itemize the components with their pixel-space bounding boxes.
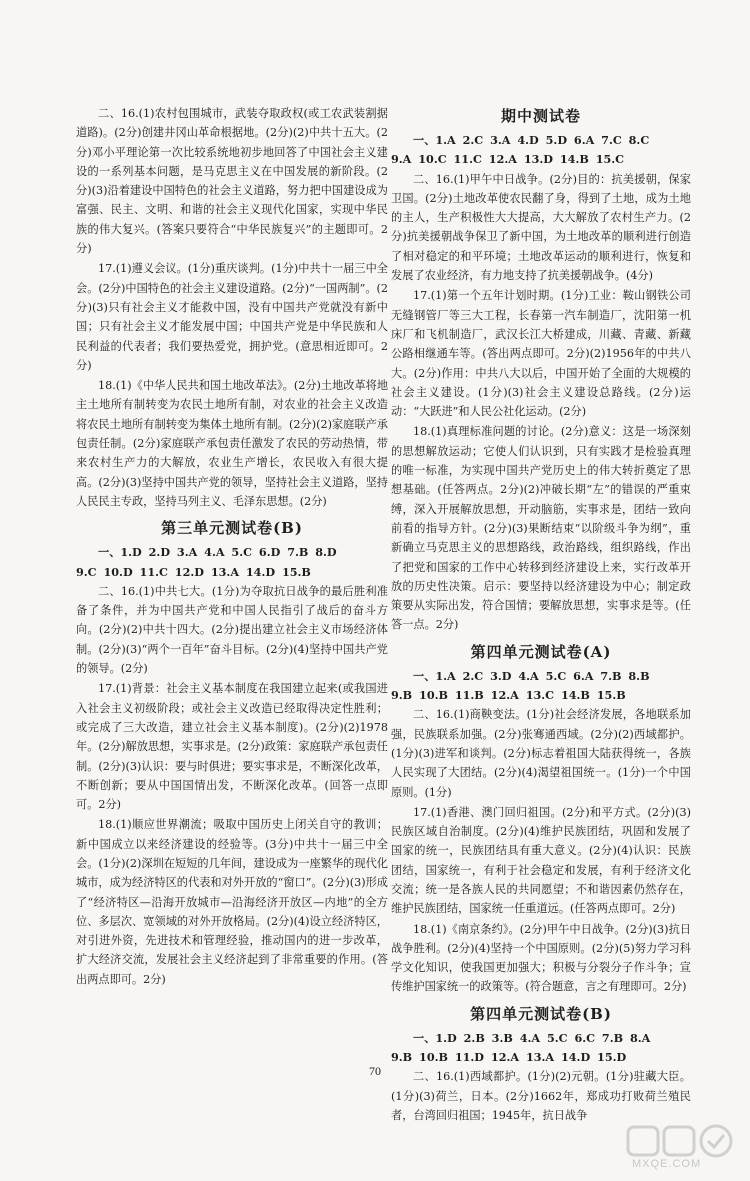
midterm-section-title: 期中测试卷 [500,107,581,125]
unit4a-q18-paragraph: 18.(1)《南京条约》。(2分)甲午中日战争。(2分)(3)抗日战争胜利。(2分)(4)坚持一个中国原则。(2分)(5)努力学习科学文化知识，使我国更加强大；积极与分裂分子作斗争；宣传维护国家统一的政策等。(符合题意，言之有理即可。2分) [391,922,691,994]
watermark-text: MXQE.COM [632,1158,702,1170]
unit3b-q18-paragraph: 18.(1)顺应世界潮流；吸取中国历史上闭关自守的教训；新中国成立以来经济建设的经验等。(3分)中共十一届三中全会。(1分)(2)深圳在短短的几年间，建设成为一座繁华的现代化城市，成为经济特区的代表和对外开放的“窗口”。(2分)(3)形成了“经济特区—沿海开放城市—沿海经济开放区—内地”的全方位、多层次、宽领域的对外开放格局。(2分)(4)设立经济特区，对引进外资，先进技术和管理经验，推动国内的进一步改革，扩大经济交流，发展社会主义经济起到了非常重要的作用。(答出两点即可。2分) [76,818,388,986]
right-column [391,104,691,1126]
left-column [76,104,388,990]
unit4a-choice-answers-row1: 一、1.A 2.C 3.D 4.A 5.C 6.A 7.B 8.B [413,668,650,683]
midterm-q16-paragraph: 二、16.(1)甲午中日战争。(2分)目的：抗美援朝，保家卫国。(2分)土地改革使农民翻了身，得到了土地，成为土地的主人，生产积极性大大提高，大大解放了农村生产力。(2分)抗美援朝战争保卫了新中国，为土地改革的顺利进行创造了相对稳定的和平环境；土地改革运动的顺利进行，恢复和发展了农业经济，有力地支持了抗美援朝战争。(4分) [391,172,691,283]
unit4a-choice-answers-row2: 9.B 10.B 11.B 12.A 13.C 14.B 15.B [391,688,626,703]
unit4b-q16-paragraph: 二、16.(1)西域都护。(1分)(2)元朝。(1分)驻藏大臣。(1分)(3)荷兰，日本。(2分)1662年，郑成功打败荷兰殖民者，台湾回归祖国；1945年，抗日战争 [391,1070,691,1122]
q16-answer-paragraph: 二、16.(1)农村包围城市，武装夺取政权(或工农武装割据道路)。(2分)创建井冈山革命根据地。(2分)(2)中共十五大。(2分)邓小平理论第一次比较系统地初步地回答了中国社会主义建设的一系列基本问题，是马克思主义在中国发展的新阶段。(2分)(3)沿着建设中国特色的社会主义道路，努力把中国建设成为富强、民主、文明、和谐的社会主义现代化国家，实现中华民族的伟大复兴。(答案只要符合“中华民族复兴”的主题即可。2分) [76,107,388,256]
q18-answer-paragraph: 18.(1)《中华人民共和国土地改革法》。(2分)土地改革将地主土地所有制转变为农民土地所有制，对农业的社会主义改造将农民土地所有制转变为集体土地所有制。(2分)(2)家庭联产承包责任制。(2分)家庭联产承包责任激发了农民的劳动热情，带来农村生产力的大解放，农业生产增长，农民收入有很大提高。(2分)(3)坚持中国共产党的领导，坚持社会主义道路，坚持人民民主专政，坚持马列主义、毛泽东思想。(2分) [76,379,389,508]
midterm-q17-paragraph: 17.(1)第一个五年计划时期。(1分)工业：鞍山钢铁公司无缝钢管厂等三大工程，长春第一汽车制造厂，沈阳第一机床厂和飞机制造厂，武汉长江大桥建成，川藏、青藏、新藏公路相继通车等。(答出两点即可。2分)(2)1956年的中共八大。(2分)作用：中共八大以后，中国开始了全面的大规模的社会主义建设。(1分)(3)社会主义建设总路线。(2分)运动：“大跃进”和人民公社化运动。(2分) [391,289,691,419]
q17-answer-paragraph: 17.(1)遵义会议。(1分)重庆谈判。(1分)中共十一届三中全会。(2分)中国特色的社会主义建设道路。(2分)“一国两制”。(2分)(3)只有社会主义才能救中国，没有中国共产党就没有新中国；只有社会主义才能发展中国；中国共产党是中华民族和人民利益的代表者；我们要热爱党，拥护党。(意思相近即可。2分) [76,262,388,372]
unit4b-choice-answers-row2: 9.B 10.B 11.D 12.A 13.A 14.D 15.D [391,1050,627,1065]
unit3b-section-title: 第三单元测试卷(B) [161,519,303,538]
unit3b-choice-answers-row1: 一、1.D 2.D 3.A 4.A 5.C 6.D 7.B 8.D [98,545,337,560]
unit4a-q17-paragraph: 17.(1)香港、澳门回归祖国。(2分)和平方式。(2分)(3)民族区域自治制度。(2分)(4)维护民族团结，巩固和发展了国家的统一，民族团结具有重大意义。(2分)(4)认识：民族团结，国家统一，有利于社会稳定和发展，有利于经济文化交流；统一是各族人民的共同愿望；不和谐因素仍然存在，维护民族团结，国家统一任重道远。(任答两点即可。2分) [391,805,691,916]
midterm-choice-answers-row2: 9.A 10.C 11.C 12.A 13.D 14.B 15.C [391,152,625,167]
unit4b-choice-answers-row1: 一、1.D 2.B 3.B 4.A 5.C 6.C 7.B 8.A [413,1030,651,1045]
midterm-q18-paragraph: 18.(1)真理标准问题的讨论。(2分)意义：这是一场深刻的思想解放运动；它使人们认识到，只有实践才是检验真理的唯一标准，为实现中国共产党历史上的伟大转折奠定了思想基础。(任答两点。2分)(2)冲破长期“左”的错误的严重束缚，深入开展解放思想，开动脑筋，实事求是，团结一致向前看的指导方针。(2分)(3)果断结束“以阶级斗争为纲”，重新确立马克思主义的思想路线，政治路线，组织路线，作出了把党和国家的工作中心转移到经济建设上来，实行改革开放的历史性决策。启示：要坚持以经济建设为中心；制定政策要从实际出发，符合国情；要解放思想，实事求是等。(任答一点。2分) [391,425,691,632]
unit3b-q16-paragraph: 二、16.(1)中共七大。(1分)为夺取抗日战争的最后胜利准备了条件，并为中国共产党和中国人民指引了战后的奋斗方向。(2分)(2)中共十四大。(2分)提出建立社会主义市场经济体制。(2分)(3)“两个一百年”奋斗目标。(2分)(4)坚持中国共产党的领导。(2分) [76,584,388,676]
unit3b-choice-answers-row2: 9.C 10.D 11.C 12.D 13.A 14.D 15.B [76,564,311,579]
unit4a-section-title: 第四单元测试卷(A) [470,642,612,661]
unit3b-q17-paragraph: 17.(1)背景：社会主义基本制度在我国建立起来(或我国进入社会主义初级阶段；或社会主义改造已经取得决定性胜利；或完成了三大改造，建立社会主义基本制度)。(2分)(2)1978年。(2分)解放思想，实事求是。(2分)政策：家庭联产承包责任制。(2分)(3)认识：要与时俱进；要实事求是，不断深化改革，不断创新；要从中国国情出发，不断深化改革。(回答一点即可。2分) [76,682,388,812]
unit4a-q16-paragraph: 二、16.(1)商鞅变法。(1分)社会经济发展，各地联系加强，民族联系加强。(2分)张骞通西域。(2分)(2)西域都护。(1分)(3)进军和谈判。(2分)标志着祖国大陆获得统一，各族人民实现了大团结。(2分)(4)渴望祖国统一。(1分)一个中国原则。(1分) [391,708,691,799]
page-number: 70 [369,1064,381,1078]
unit4b-section-title: 第四单元测试卷(B) [470,1004,612,1023]
midterm-choice-answers-row1: 一、1.A 2.C 3.A 4.D 5.D 6.A 7.C 8.C [413,133,650,147]
